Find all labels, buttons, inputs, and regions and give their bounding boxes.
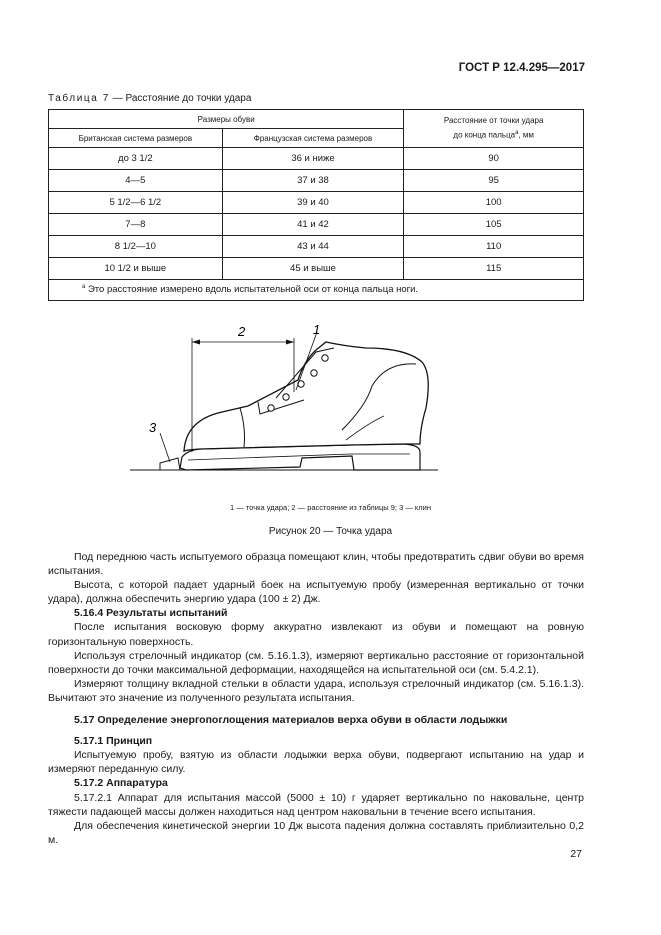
cell-french: 36 и ниже bbox=[222, 148, 404, 170]
table-footnote-row bbox=[49, 280, 584, 301]
cell-british: 4—5 bbox=[49, 170, 223, 192]
wedge-shape bbox=[160, 458, 180, 470]
document-id: ГОСТ Р 12.4.295—2017 bbox=[458, 62, 585, 74]
heading-5-16-4: 5.16.4 Результаты испытаний bbox=[74, 607, 228, 620]
header-distance-line2: до конца пальца bbox=[453, 130, 516, 140]
header-distance-line1: Расстояние от точки удара bbox=[443, 116, 544, 126]
table-caption-rest: — Расстояние до точки удара bbox=[109, 93, 252, 104]
label-1: 1 bbox=[313, 322, 321, 337]
paragraph-apparatus-2: Для обеспечения кинетической энергии 10 Дж высота падения должна составлять приблизительно 0,2 м. bbox=[48, 819, 584, 846]
cell-distance: 110 bbox=[404, 236, 584, 258]
header-british: Британская система размеров bbox=[49, 129, 223, 148]
figure-legend: 1 — точка удара; 2 — расстояние из таблицы 9; 3 — клин bbox=[230, 503, 431, 512]
cell-british: 5 1/2—6 1/2 bbox=[49, 192, 223, 214]
cell-distance: 115 bbox=[404, 258, 584, 280]
heading-5-17-2: 5.17.2 Аппаратура bbox=[74, 777, 168, 790]
eyelet-circle bbox=[283, 394, 289, 400]
cell-british: до 3 1/2 bbox=[49, 148, 223, 170]
cell-french: 41 и 42 bbox=[222, 214, 404, 236]
paragraph-results-3: Измеряют толщину вкладной стельки в области удара, используя стрелочный индикатор (см. 5.16.1.3). Вычитают это значение из полученного результата испытания. bbox=[48, 677, 584, 704]
header-distance-unit: , мм bbox=[518, 130, 534, 140]
figure-caption: Рисунок 20 — Точка удара bbox=[268, 526, 393, 537]
cell-british: 10 1/2 и выше bbox=[49, 258, 223, 280]
heading-5-17-1: 5.17.1 Принцип bbox=[74, 735, 153, 748]
table-caption bbox=[48, 93, 251, 104]
cell-distance: 95 bbox=[404, 170, 584, 192]
footnote-text: Это расстояние измерено вдоль испытательной оси от конца пальца ноги. bbox=[85, 284, 419, 296]
cell-distance: 100 bbox=[404, 192, 584, 214]
leader-line-3 bbox=[160, 433, 170, 462]
cell-distance: 90 bbox=[404, 148, 584, 170]
page-number: 27 bbox=[570, 848, 582, 860]
table-header-row bbox=[49, 110, 584, 129]
dimension-arrowhead-right bbox=[286, 340, 294, 345]
header-shoe-sizes: Размеры обуви bbox=[49, 110, 404, 129]
impact-distance-table bbox=[48, 109, 584, 301]
table-row bbox=[49, 258, 584, 280]
shoe-upper-shape bbox=[184, 342, 428, 451]
header-distance bbox=[404, 110, 584, 148]
cell-british: 7—8 bbox=[49, 214, 223, 236]
table-row bbox=[49, 192, 584, 214]
eyelet-circle bbox=[268, 405, 274, 411]
header-distance-footnote-mark: a bbox=[515, 130, 519, 137]
eyelet-circle bbox=[311, 370, 317, 376]
eyelet-circle bbox=[322, 355, 328, 361]
dimension-arrowhead-left bbox=[192, 340, 200, 345]
paragraph-principle: Испытуемую пробу, взятую из области лодыжки верха обуви, подвергают испытанию на удар и измеряют переданную силу. bbox=[48, 749, 584, 776]
body-text bbox=[48, 550, 584, 847]
paragraph-wedge: Под переднюю часть испытуемого образца помещают клин, чтобы предотвратить сдвиг обуви во время испытания. bbox=[48, 551, 584, 578]
shoe-impact-figure bbox=[120, 318, 450, 478]
header-french: Французская система размеров bbox=[222, 129, 404, 148]
paragraph-results-1: После испытания восковую форму аккуратно извлекают из обуви и помещают на ровную горизонтальную поверхность. bbox=[48, 621, 584, 648]
label-3: 3 bbox=[149, 420, 157, 435]
table-row bbox=[49, 236, 584, 258]
table-row bbox=[49, 170, 584, 192]
table-caption-prefix: Таблица 7 bbox=[48, 93, 110, 104]
paragraph-results-2: Используя стрелочный индикатор (см. 5.16.1.3), измеряют вертикально расстояние от горизонтальной поверхности до точки максимальной деформации, находящейся на испытательной оси (см. 5.4.2.1). bbox=[48, 649, 584, 676]
cell-french: 45 и выше bbox=[222, 258, 404, 280]
footnote-mark: a bbox=[82, 284, 86, 291]
label-2: 2 bbox=[238, 324, 246, 339]
table-row bbox=[49, 148, 584, 170]
cell-french: 37 и 38 bbox=[222, 170, 404, 192]
table-footnote bbox=[49, 280, 584, 301]
heading-5-17: 5.17 Определение энергопоглощения материалов верха обуви в области лодыжки bbox=[74, 714, 508, 727]
paragraph-height: Высота, с которой падает ударный боек на испытуемую пробу (измеренная вертикально от точки удара), должна обеспечить энергию удара (100 ± 2) Дж. bbox=[48, 579, 584, 606]
cell-french: 43 и 44 bbox=[222, 236, 404, 258]
cell-distance: 105 bbox=[404, 214, 584, 236]
paragraph-apparatus-1: 5.17.2.1 Аппарат для испытания массой (5000 ± 10) г ударяет вертикально по наковальне, центр тяжести падающей массы должен находиться над центром наковальни в течение всего испытания. bbox=[48, 791, 584, 818]
cell-french: 39 и 40 bbox=[222, 192, 404, 214]
cell-british: 8 1/2—10 bbox=[49, 236, 223, 258]
table-row bbox=[49, 214, 584, 236]
